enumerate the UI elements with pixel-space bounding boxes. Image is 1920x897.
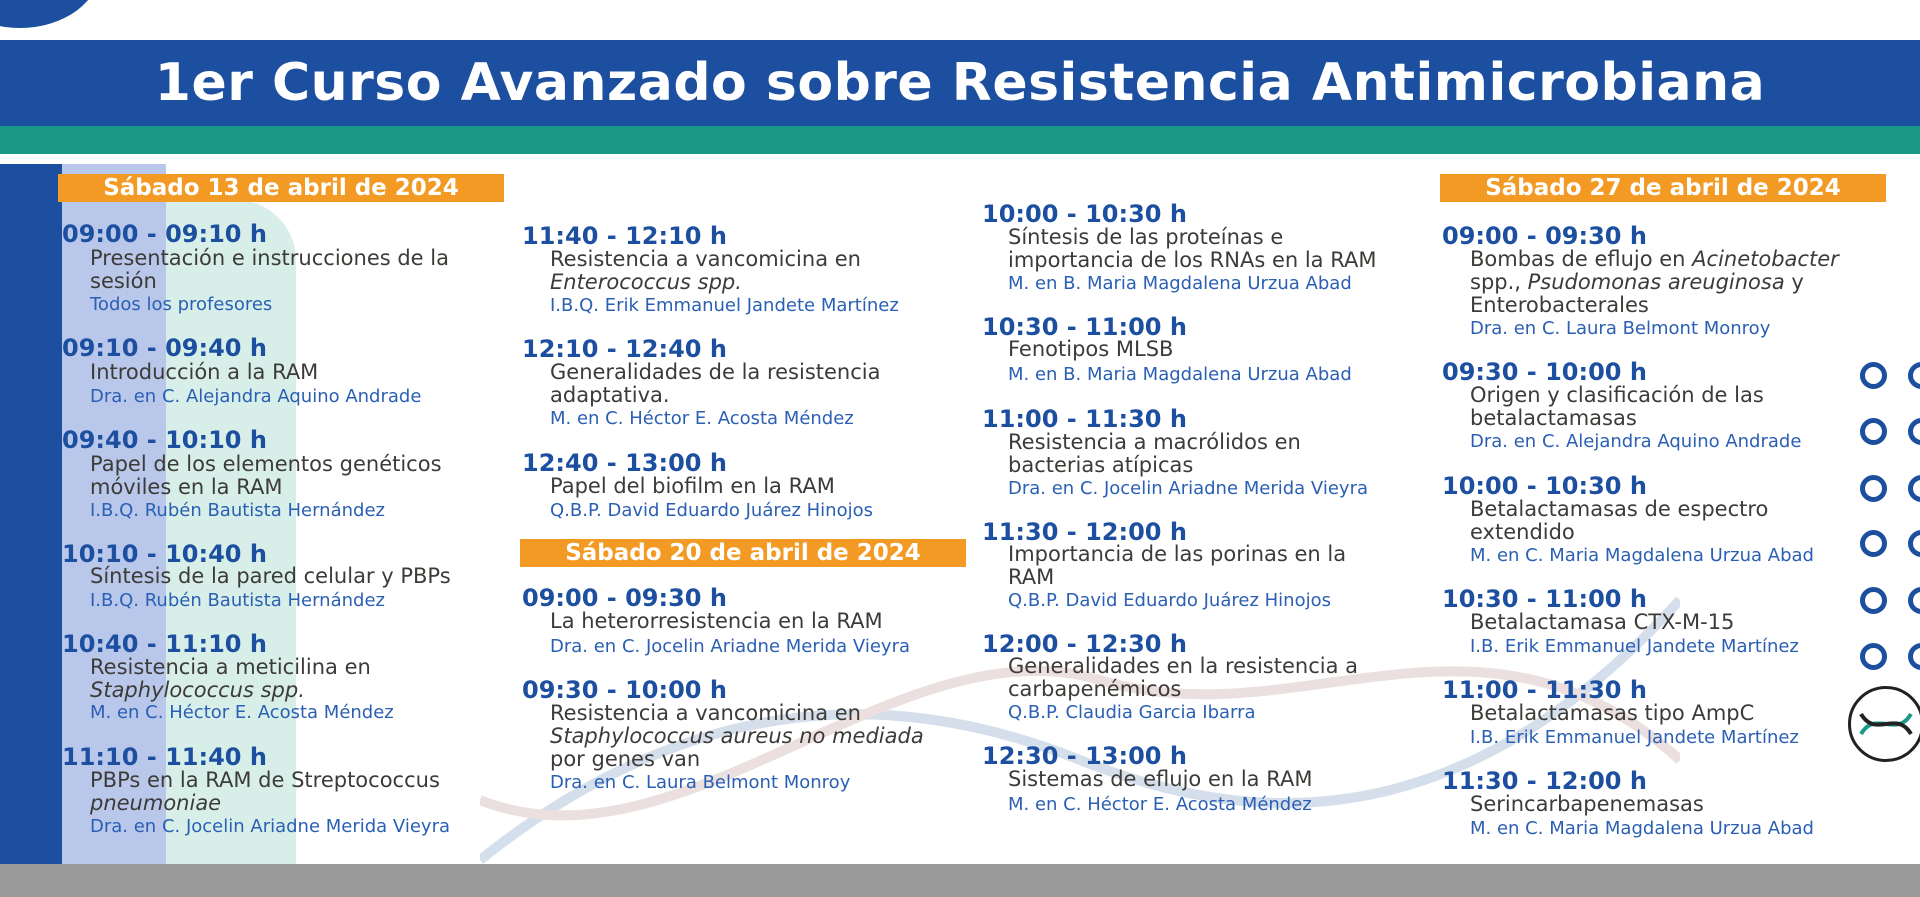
- ring-icon: [1860, 475, 1887, 502]
- accent-band: [0, 126, 1920, 154]
- session-topic: PBPs en la RAM de Streptococcus pneumoniae: [90, 768, 440, 815]
- session-speaker: I.B.Q. Rubén Bautista Hernández: [90, 500, 385, 521]
- session-speaker: I.B. Erik Emmanuel Jandete Martínez: [1470, 636, 1799, 657]
- ring-icon: [1908, 530, 1920, 557]
- session-time: 12:00 - 12:30 h: [982, 630, 1187, 658]
- session-topic: Síntesis de las proteínas e importancia de los RNAs en la RAM: [1008, 225, 1377, 272]
- session-time: 10:30 - 11:00 h: [1442, 585, 1647, 613]
- session-speaker: M. en C. Maria Magdalena Urzua Abad: [1470, 545, 1814, 566]
- session-speaker: M. en C. Héctor E. Acosta Méndez: [90, 702, 394, 723]
- session-time: 09:00 - 09:30 h: [522, 584, 727, 612]
- session-time: 11:30 - 12:00 h: [982, 518, 1187, 546]
- session-time: 11:30 - 12:00 h: [1442, 767, 1647, 795]
- day-header: Sábado 20 de abril de 2024: [520, 539, 966, 567]
- session-time: 11:00 - 11:30 h: [982, 405, 1187, 433]
- session-speaker: Dra. en C. Jocelin Ariadne Merida Vieyra: [550, 636, 911, 657]
- session-time: 10:00 - 10:30 h: [1442, 472, 1647, 500]
- session-time: 10:10 - 10:40 h: [62, 540, 267, 568]
- session-topic: Generalidades de la resistencia adaptativa.: [550, 360, 881, 407]
- session-topic: Importancia de las porinas en la RAM: [1008, 542, 1347, 589]
- session-speaker: Dra. en C. Laura Belmont Monroy: [1470, 318, 1771, 339]
- session-speaker: Dra. en C. Laura Belmont Monroy: [550, 772, 851, 793]
- session-speaker: I.B.Q. Rubén Bautista Hernández: [90, 590, 385, 611]
- session-topic: Serincarbapenemasas: [1470, 792, 1704, 816]
- ring-icon: [1908, 587, 1920, 614]
- ring-icon: [1860, 362, 1887, 389]
- session-topic: La heterorresistencia en la RAM: [550, 609, 883, 633]
- session-speaker: Q.B.P. David Eduardo Juárez Hinojos: [550, 500, 873, 521]
- session-speaker: M. en C. Héctor E. Acosta Méndez: [550, 408, 854, 429]
- session-time: 09:30 - 10:00 h: [1442, 358, 1647, 386]
- session-time: 11:10 - 11:40 h: [62, 743, 267, 771]
- session-topic: Origen y clasificación de las betalactamasas: [1470, 383, 1764, 430]
- ring-icon: [1860, 530, 1887, 557]
- session-topic: Betalactamasa CTX-M-15: [1470, 610, 1735, 634]
- session-speaker: M. en B. Maria Magdalena Urzua Abad: [1008, 273, 1352, 294]
- session-topic: Síntesis de la pared celular y PBPs: [90, 564, 451, 588]
- session-speaker: Dra. en C. Jocelin Ariadne Merida Vieyra: [1008, 478, 1369, 499]
- ring-icon: [1908, 362, 1920, 389]
- session-topic: Fenotipos MLSB: [1008, 337, 1174, 361]
- session-time: 12:40 - 13:00 h: [522, 449, 727, 477]
- session-time: 12:10 - 12:40 h: [522, 335, 727, 363]
- side-decoration: [0, 164, 62, 864]
- ring-icon: [1908, 418, 1920, 445]
- session-topic: Betalactamasas tipo AmpC: [1470, 701, 1755, 725]
- session-topic: Presentación e instrucciones de la sesión: [90, 246, 449, 293]
- session-time: 10:30 - 11:00 h: [982, 313, 1187, 341]
- session-speaker: Todos los profesores: [90, 294, 273, 315]
- session-time: 09:00 - 09:30 h: [1442, 222, 1647, 250]
- session-time: 11:40 - 12:10 h: [522, 222, 727, 250]
- day-header: Sábado 13 de abril de 2024: [58, 174, 504, 202]
- session-time: 09:40 - 10:10 h: [62, 426, 267, 454]
- session-speaker: Dra. en C. Alejandra Aquino Andrade: [90, 386, 422, 407]
- session-topic: Bombas de eflujo en Acinetobacter spp., Psudomonas areuginosa y Enterobacterales: [1470, 247, 1839, 317]
- ring-icon: [1860, 418, 1887, 445]
- session-speaker: M. en B. Maria Magdalena Urzua Abad: [1008, 364, 1352, 385]
- ring-icon: [1860, 643, 1887, 670]
- footer-band: [0, 864, 1920, 897]
- session-topic: Resistencia a macrólidos en bacterias atípicas: [1008, 430, 1301, 477]
- corner-decoration: [0, 0, 100, 28]
- session-time: 09:00 - 09:10 h: [62, 220, 267, 248]
- session-topic: Generalidades en la resistencia a carbapenémicos: [1008, 654, 1359, 701]
- session-topic: Papel de los elementos genéticos móviles en la RAM: [90, 452, 442, 499]
- session-topic: Resistencia a vancomicina en Staphylococcus aureus no mediada por genes van: [550, 701, 924, 771]
- session-topic: Sistemas de eflujo en la RAM: [1008, 767, 1313, 791]
- session-time: 09:10 - 09:40 h: [62, 334, 267, 362]
- session-topic: Papel del biofilm en la RAM: [550, 474, 835, 498]
- session-speaker: Dra. en C. Jocelin Ariadne Merida Vieyra: [90, 816, 451, 837]
- session-time: 11:00 - 11:30 h: [1442, 676, 1647, 704]
- session-speaker: Q.B.P. David Eduardo Juárez Hinojos: [1008, 590, 1331, 611]
- session-time: 10:00 - 10:30 h: [982, 200, 1187, 228]
- ring-icon: [1908, 475, 1920, 502]
- session-speaker: Q.B.P. Claudia Garcia Ibarra: [1008, 702, 1256, 723]
- ring-icon: [1908, 643, 1920, 670]
- ring-icon: [1860, 587, 1887, 614]
- institution-logo: [1848, 686, 1920, 762]
- session-time: 12:30 - 13:00 h: [982, 742, 1187, 770]
- day-header: Sábado 27 de abril de 2024: [1440, 174, 1886, 202]
- page-title: 1er Curso Avanzado sobre Resistencia Antimicrobiana: [0, 40, 1920, 126]
- session-topic: Resistencia a vancomicina en Enterococcus spp.: [550, 247, 861, 294]
- session-time: 09:30 - 10:00 h: [522, 676, 727, 704]
- session-topic: Resistencia a meticilina en Staphylococcus spp.: [90, 655, 371, 702]
- session-time: 10:40 - 11:10 h: [62, 630, 267, 658]
- session-speaker: I.B. Erik Emmanuel Jandete Martínez: [1470, 727, 1799, 748]
- session-topic: Betalactamasas de espectro extendido: [1470, 497, 1769, 544]
- session-speaker: M. en C. Maria Magdalena Urzua Abad: [1470, 818, 1814, 839]
- session-speaker: Dra. en C. Alejandra Aquino Andrade: [1470, 431, 1802, 452]
- session-topic: Introducción a la RAM: [90, 360, 319, 384]
- session-speaker: I.B.Q. Erik Emmanuel Jandete Martínez: [550, 295, 899, 316]
- session-speaker: M. en C. Héctor E. Acosta Méndez: [1008, 794, 1312, 815]
